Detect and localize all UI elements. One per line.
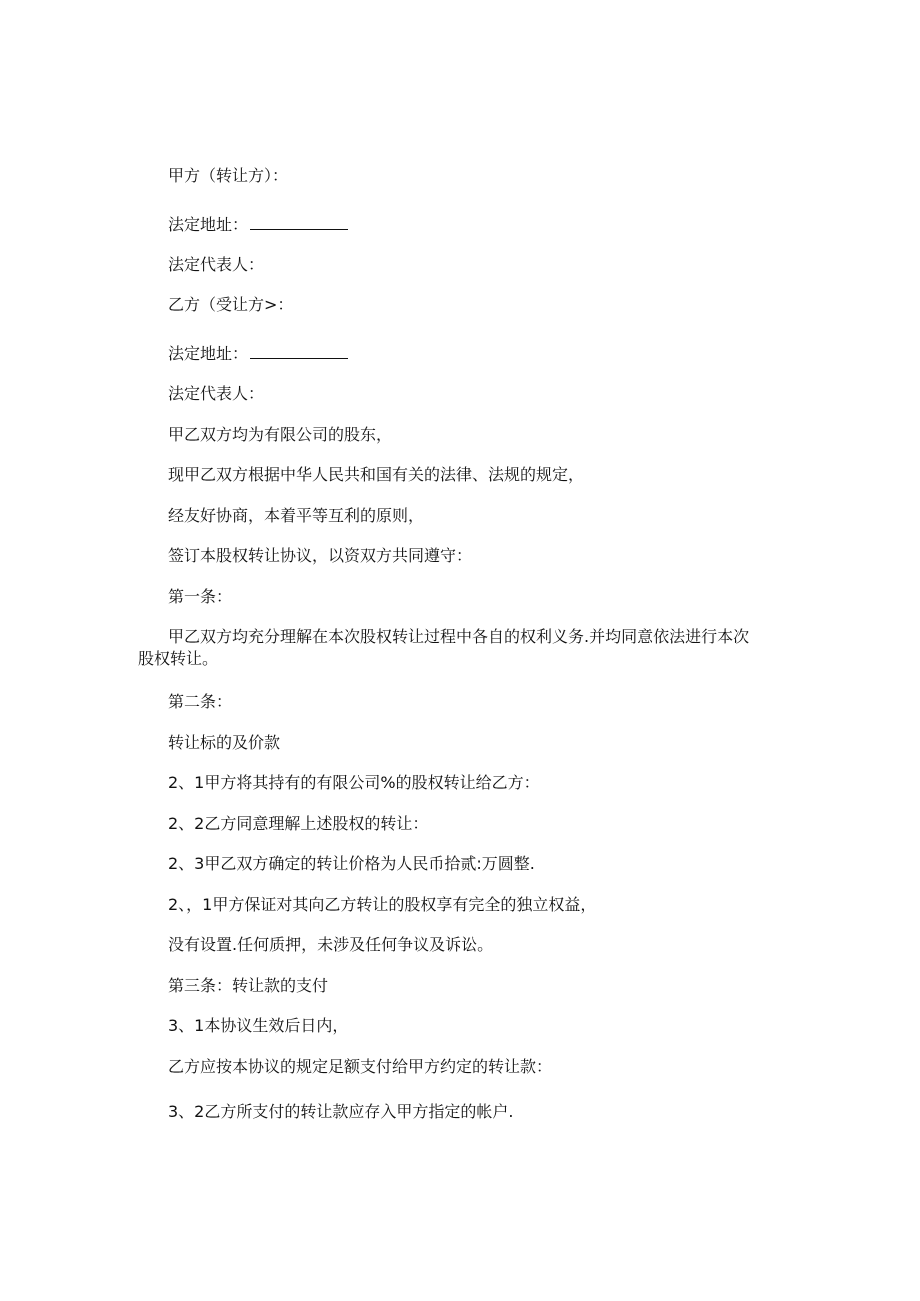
preamble-line: 甲乙双方均为有限公司的股东，	[168, 425, 393, 444]
article3-clause: 乙方应按本协议的规定足额支付给甲方约定的转让款：	[168, 1057, 553, 1076]
preamble-line: 签订本股权转让协议，以资双方共同遵守：	[168, 546, 473, 565]
article2-clause: 2、3甲乙双方确定的转让价格为人民币拾贰:万圆整.	[168, 854, 535, 873]
article2-clause: 2、1甲方将其持有的有限公司%的股权转让给乙方：	[168, 773, 540, 792]
article1-heading: 第一条：	[168, 587, 233, 606]
party-a-title: 甲方（转让方）：	[168, 166, 289, 185]
article1-text-line2: 股权转让。	[138, 649, 219, 668]
article2-heading: 第二条：	[168, 692, 233, 711]
article1-text	[138, 626, 790, 670]
party-a-address-label: 法定地址：	[168, 215, 249, 234]
party-a-representative: 法定代表人：	[168, 255, 265, 274]
preamble-line: 经友好协商，本着平等互利的原则，	[168, 506, 425, 525]
article3-clause: 3、2乙方所支付的转让款应存入甲方指定的帐户.	[168, 1102, 514, 1121]
article2-clause: 2、2乙方同意理解上述股权的转让：	[168, 814, 429, 833]
party-b-address-label: 法定地址：	[168, 344, 249, 363]
article2-clause: 2、，1甲方保证对其向乙方转让的股权享有完全的独立权益，	[168, 895, 597, 914]
article2-clause: 没有设置.任何质押，未涉及任何争议及诉讼。	[168, 935, 494, 954]
article3-heading: 第三条：转让款的支付	[168, 976, 329, 995]
party-b-address	[168, 341, 348, 365]
preamble-line: 现甲乙双方根据中华人民共和国有关的法律、法规的规定，	[168, 465, 585, 484]
article1-text-line1: 甲乙双方均充分理解在本次股权转让过程中各自的权利义务.并均同意依法进行本次	[168, 627, 750, 646]
party-b-title: 乙方（受让方>：	[168, 295, 294, 314]
party-a-address	[168, 212, 348, 236]
party-b-representative: 法定代表人：	[168, 384, 265, 403]
party-a-address-blank	[250, 212, 348, 230]
article3-clause: 3、1本协议生效后日内，	[168, 1016, 349, 1035]
article2-subheading: 转让标的及价款	[168, 733, 281, 752]
party-b-address-blank	[250, 341, 348, 359]
